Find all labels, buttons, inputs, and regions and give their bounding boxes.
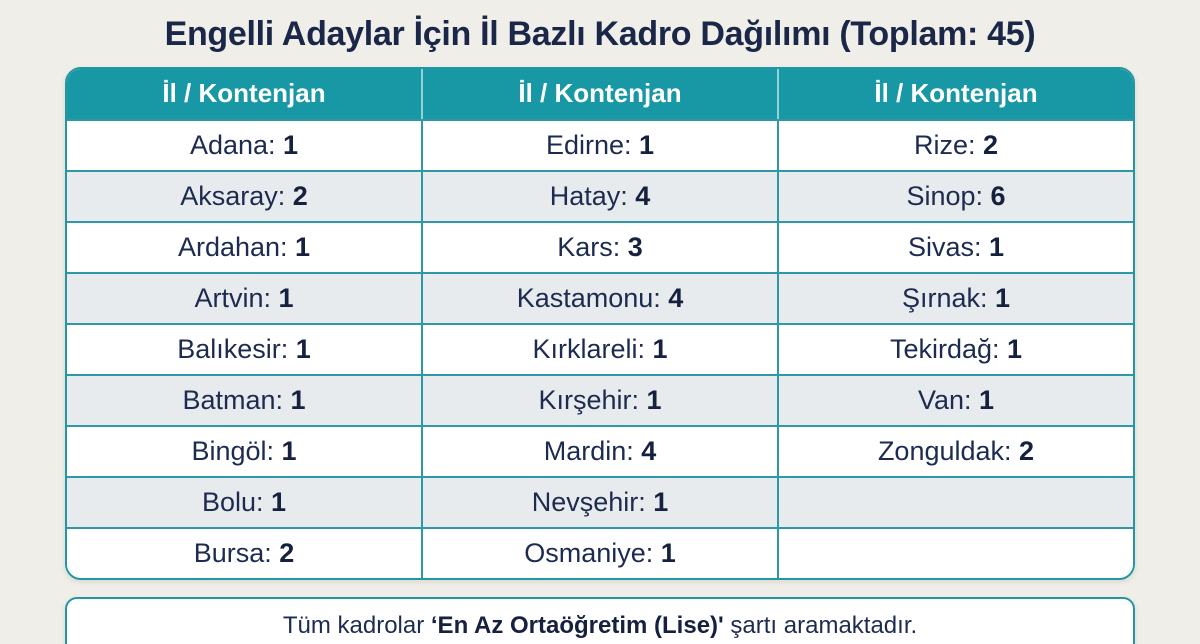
quota-value: 1: [639, 130, 655, 160]
quota-value: 1: [653, 487, 669, 517]
quota-value: 1: [278, 283, 294, 313]
quota-value: 1: [646, 385, 662, 415]
table-cell: [423, 529, 779, 578]
table-cell: [67, 529, 423, 578]
table-cell: [67, 121, 423, 170]
quota-value: 1: [290, 385, 306, 415]
table-cell: [423, 274, 779, 323]
page-title: Engelli Adaylar İçin İl Bazlı Kadro Dağılımı (Toplam: 45): [164, 15, 1036, 53]
city-label: Kars:: [557, 232, 628, 262]
table-row: [67, 323, 1133, 374]
city-label: Osmaniye:: [524, 538, 661, 568]
table-cell: [423, 223, 779, 272]
table-cell: [779, 172, 1133, 221]
table-cell: [423, 478, 779, 527]
city-label: Aksaray:: [180, 181, 293, 211]
table-cell: [779, 274, 1133, 323]
quota-value: 1: [295, 334, 311, 364]
note-card: [65, 597, 1135, 644]
city-label: Nevşehir:: [531, 487, 654, 517]
city-label: Balıkesir:: [177, 334, 296, 364]
city-label: Van:: [917, 385, 979, 415]
note-prefix: Tüm kadrolar: [282, 612, 431, 639]
city-label: Batman:: [182, 385, 291, 415]
city-label: Hatay:: [549, 181, 636, 211]
quota-table: [65, 67, 1135, 580]
table-cell: [67, 325, 423, 374]
quota-value: 4: [641, 436, 657, 466]
city-label: Mardin:: [543, 436, 642, 466]
quota-value: 1: [660, 538, 676, 568]
table-cell: [779, 376, 1133, 425]
table-header-row: [67, 69, 1133, 119]
table-row: [67, 476, 1133, 527]
table-cell: [779, 325, 1133, 374]
table-cell: [779, 427, 1133, 476]
quota-value: 1: [995, 283, 1011, 313]
quota-value: 1: [283, 130, 299, 160]
table-cell: [779, 478, 1133, 527]
table-row: [67, 374, 1133, 425]
city-label: Sinop:: [906, 181, 991, 211]
city-label: Sivas:: [907, 232, 989, 262]
city-label: Ardahan:: [177, 232, 296, 262]
table-row: [67, 170, 1133, 221]
table-cell: [67, 274, 423, 323]
table-cell: [67, 376, 423, 425]
quota-value: 1: [271, 487, 287, 517]
table-cell: [67, 172, 423, 221]
table-body: [67, 119, 1133, 578]
table-cell: [423, 325, 779, 374]
table-cell: [779, 529, 1133, 578]
quota-value: 2: [1019, 436, 1035, 466]
table-cell: [67, 223, 423, 272]
column-header: İl / Kontenjan: [874, 78, 1038, 108]
quota-value: 1: [979, 385, 995, 415]
table-row: [67, 272, 1133, 323]
city-label: Tekirdağ:: [889, 334, 1008, 364]
table-cell: [423, 427, 779, 476]
table-row: [67, 119, 1133, 170]
city-label: Rize:: [913, 130, 983, 160]
table-cell: [67, 478, 423, 527]
city-label: Şırnak:: [901, 283, 995, 313]
quota-value: 1: [281, 436, 297, 466]
column-header: İl / Kontenjan: [67, 69, 423, 119]
table-cell: [67, 427, 423, 476]
quota-value: 6: [990, 181, 1006, 211]
note-highlight: ‘En Az Ortaöğretim (Lise)': [430, 612, 724, 639]
city-label: Bursa:: [193, 538, 280, 568]
quota-value: 1: [295, 232, 311, 262]
city-label: Artvin:: [194, 283, 279, 313]
quota-value: 2: [983, 130, 999, 160]
quota-value: 2: [292, 181, 308, 211]
quota-value: 1: [989, 232, 1005, 262]
city-label: Zonguldak:: [877, 436, 1020, 466]
city-label: Kırklareli:: [532, 334, 653, 364]
city-label: Edirne:: [545, 130, 640, 160]
quota-value: 1: [1007, 334, 1023, 364]
table-row: [67, 425, 1133, 476]
table-row: [67, 221, 1133, 272]
city-label: Bingöl:: [191, 436, 282, 466]
table-row: [67, 527, 1133, 578]
table-cell: [779, 121, 1133, 170]
quota-value: 4: [668, 283, 684, 313]
table-cell: [779, 223, 1133, 272]
city-label: Adana:: [189, 130, 284, 160]
city-label: Kastamonu:: [516, 283, 669, 313]
table-cell: [423, 121, 779, 170]
quota-value: 1: [652, 334, 668, 364]
table-cell: [423, 172, 779, 221]
note-suffix: şartı aramaktadır.: [723, 612, 918, 639]
table-cell: [423, 376, 779, 425]
quota-value: 3: [627, 232, 643, 262]
quota-value: 4: [635, 181, 651, 211]
quota-value: 2: [279, 538, 295, 568]
city-label: Kırşehir:: [538, 385, 647, 415]
column-header: İl / Kontenjan: [423, 69, 779, 119]
city-label: Bolu:: [201, 487, 271, 517]
